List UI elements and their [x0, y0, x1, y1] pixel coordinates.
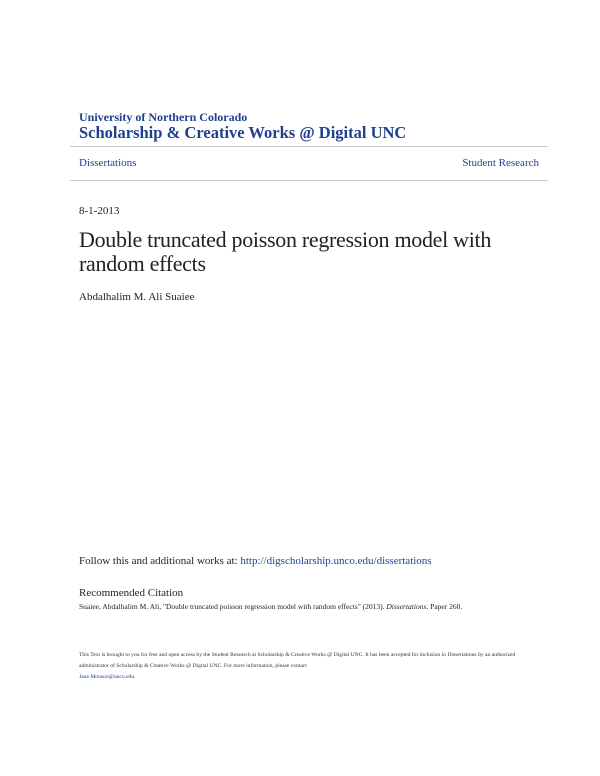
follow-line: [79, 555, 432, 567]
repository-name[interactable]: Scholarship & Creative Works @ Digital UNC: [79, 123, 407, 142]
bottom-divider: [70, 180, 548, 181]
dissertations-url-link[interactable]: http://digscholarship.unco.edu/dissertations: [240, 555, 432, 567]
follow-text: Follow this and additional works at:: [79, 555, 238, 567]
notice-text: This Text is brought to you for free and open access by the Student Research at Scholarship & Creative Works @ Digital UNC. It has been accepted for inclusion in Dissertations by an authorized administrator of Scholarship & Creative Works @ Digital UNC. For more information, please contact: [79, 652, 516, 669]
citation-main: Suaiee, Abdalhalim M. Ali, "Double truncated poisson regression model with random effects" (2013).: [79, 602, 385, 611]
citation-paper: . Paper 260.: [426, 602, 463, 611]
top-divider: [70, 146, 548, 147]
publication-date: 8-1-2013: [79, 205, 120, 217]
access-notice: [79, 650, 524, 683]
author-name: Abdalhalim M. Ali Suaiee: [79, 291, 195, 303]
dissertations-link[interactable]: Dissertations: [79, 157, 137, 169]
institution-name[interactable]: University of Northern Colorado: [79, 110, 248, 124]
citation-series: Dissertations: [386, 602, 427, 611]
document-title: Double truncated poisson regression model with random effects: [79, 227, 492, 276]
student-research-link[interactable]: Student Research: [462, 157, 539, 169]
citation-text: [79, 602, 462, 611]
contact-email-link[interactable]: Jane.Monson@unco.edu.: [79, 674, 136, 680]
recommended-citation-heading: Recommended Citation: [79, 587, 184, 599]
